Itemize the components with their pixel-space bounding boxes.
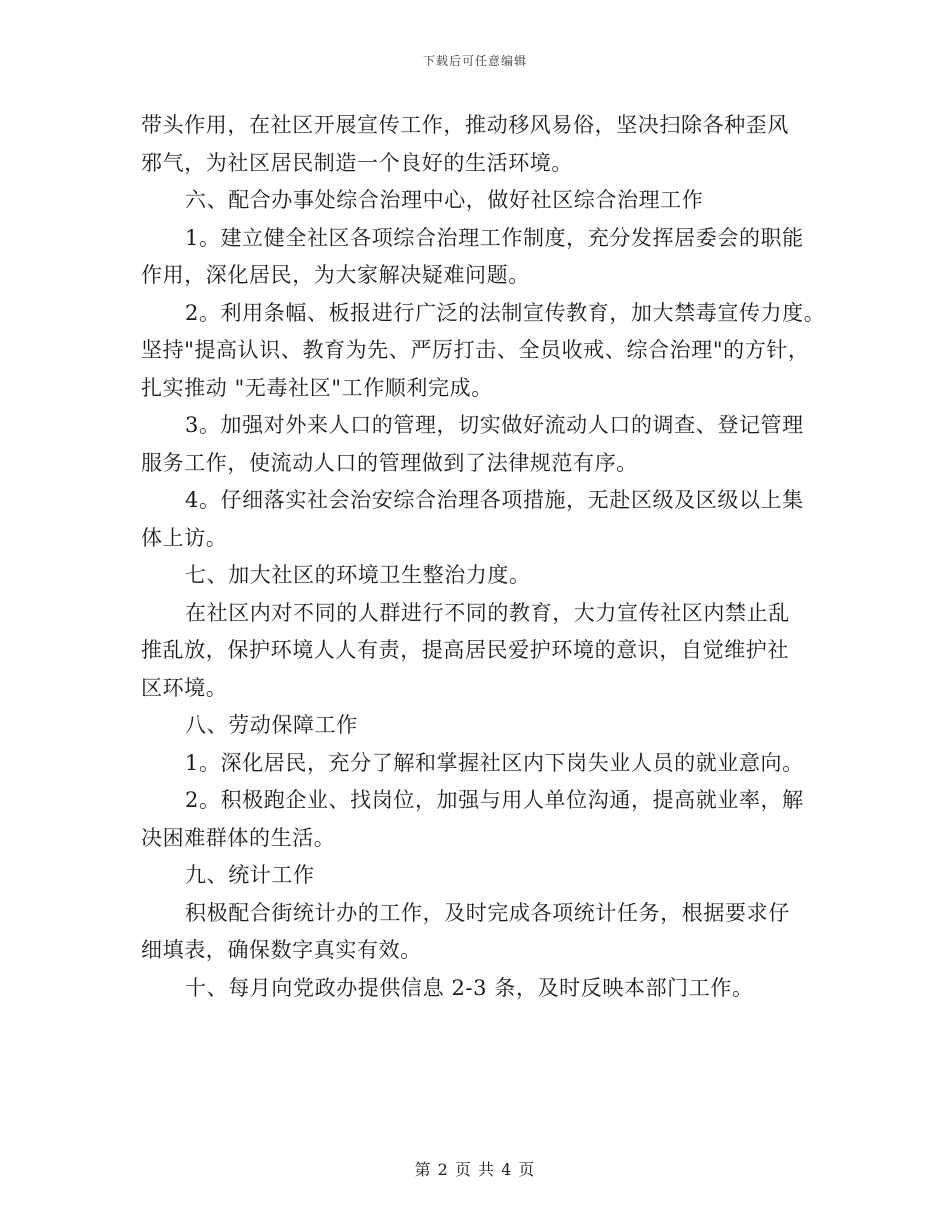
text-line: 2。利用条幅、板报进行广泛的法制宣传教育，加大禁毒宣传力度。 bbox=[185, 300, 826, 325]
text-line: 带头作用，在社区开展宣传工作，推动移风易俗，坚决扫除各种歪风 bbox=[141, 113, 789, 137]
text-line: 坚持"提高认识、教育为先、严厉打击、全员收戒、综合治理"的方针， bbox=[141, 338, 810, 362]
text-line: 3。加强对外来人口的管理，切实做好流动人口的调查、登记管理 bbox=[185, 413, 804, 437]
section-heading: 八、劳动保障工作 bbox=[185, 713, 358, 737]
text-line: 体上访。 bbox=[141, 525, 228, 550]
text-line: 4。仔细落实社会治安综合治理各项措施，无赴区级及区级以上集 bbox=[185, 488, 804, 512]
document-body bbox=[141, 107, 826, 1007]
text-line: 推乱放，保护环境人人有责，提高居民爱护环境的意识，自觉维护社 bbox=[141, 638, 789, 662]
text-line: 作用，深化居民，为大家解决疑难问题。 bbox=[141, 263, 530, 287]
text-line: 1。建立健全社区各项综合治理工作制度，充分发挥居委会的职能 bbox=[185, 225, 804, 250]
text-line: 2。积极跑企业、找岗位，加强与用人单位沟通，提高就业率，解 bbox=[185, 788, 804, 812]
section-heading: 六、配合办事处综合治理中心，做好社区综合治理工作 bbox=[185, 188, 704, 212]
text-line: 扎实推动 "无毒社区"工作顺利完成。 bbox=[141, 375, 493, 400]
page-footer: 第 2 页 共 4 页 bbox=[414, 1160, 536, 1179]
section-heading: 九、统计工作 bbox=[185, 863, 315, 887]
text-line: 邪气，为社区居民制造一个良好的生活环境。 bbox=[141, 150, 573, 175]
text-line: 积极配合街统计办的工作，及时完成各项统计任务，根据要求仔 bbox=[185, 900, 790, 925]
text-line: 细填表，确保数字真实有效。 bbox=[141, 938, 422, 962]
text-line: 1。深化居民，充分了解和掌握社区内下岗失业人员的就业意向。 bbox=[185, 750, 804, 775]
section-heading: 十、每月向党政办提供信息 2-3 条，及时反映本部门工作。 bbox=[185, 975, 754, 1000]
section-heading: 七、加大社区的环境卫生整治力度。 bbox=[185, 563, 531, 587]
text-line: 区环境。 bbox=[141, 675, 228, 700]
page-header: 下载后可任意编辑 bbox=[422, 54, 527, 68]
text-line: 在社区内对不同的人群进行不同的教育，大力宣传社区内禁止乱 bbox=[185, 600, 790, 625]
text-line: 服务工作，使流动人口的管理做到了法律规范有序。 bbox=[141, 450, 638, 475]
text-line: 决困难群体的生活。 bbox=[141, 825, 336, 850]
